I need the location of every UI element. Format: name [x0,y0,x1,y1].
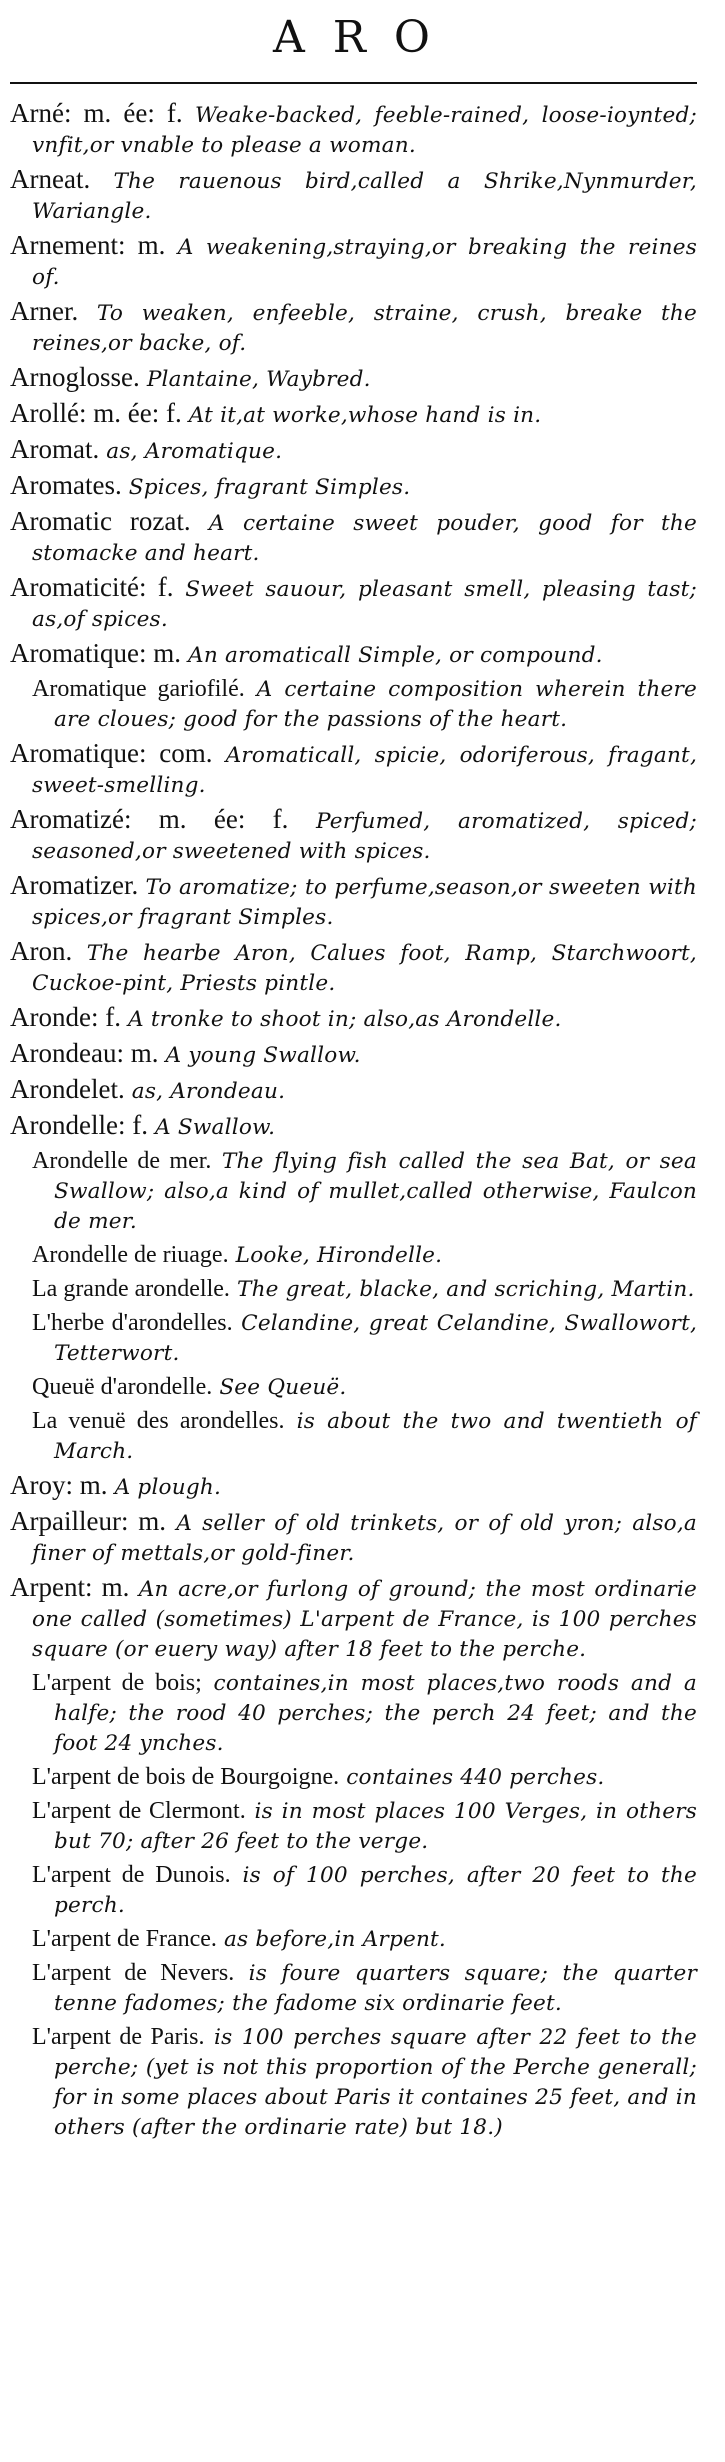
dictionary-entry [10,1110,697,1143]
headword: Aron. [10,936,73,966]
dictionary-entry [10,804,697,867]
headword: Aromatique: com. [10,738,213,768]
headword: Arneat. [10,164,91,194]
definition: Sweet sauour, pleasant smell, pleasing tast; as,of spices. [32,577,697,632]
headword: L'arpent de Clermont. [32,1798,246,1824]
headword: Aromat. [10,434,100,464]
dictionary-entry [10,1074,697,1107]
dictionary-entry [10,870,697,933]
definition: The hearbe Aron, Calues foot, Ramp, Starchwoort, Cuckoe-pint, Priests pintle. [32,941,697,996]
dictionary-entry [10,398,697,431]
sub-entry [10,1274,697,1305]
headword: Queuë d'arondelle. [32,1374,213,1400]
headword: L'arpent de Dunois. [32,1862,231,1888]
definition: See Queuë. [212,1375,347,1400]
definition: A seller of old trinkets, or of old yron; also,a finer of mettals,or gold-finer. [32,1511,697,1566]
definition: as, Arondeau. [124,1079,286,1104]
sub-entry [10,2022,697,2143]
headword: Aromatizé: m. ée: f. [10,804,289,834]
definition: The rauenous bird,called a Shrike,Nynmurder, Wariangle. [32,169,697,224]
sub-entry [10,674,697,735]
definition: Looke, Hirondelle. [228,1243,443,1268]
dictionary-entry [10,1002,697,1035]
definition: A tronke to shoot in; also,as Arondelle. [120,1007,562,1032]
definition: Aromaticall, spicie, odoriferous, fragant, sweet-smelling. [32,743,698,798]
sub-entry [10,1240,697,1271]
dictionary-entry [10,434,697,467]
headword: Arné: m. ée: f. [10,98,183,128]
dictionary-entry [10,936,697,999]
headword: L'herbe d'arondelles. [32,1310,233,1336]
definition: At it,at worke,whose hand is in. [181,403,542,428]
definition: A certaine sweet pouder, good for the stomacke and heart. [32,511,697,566]
dictionary-entry [10,1572,697,1665]
headword: L'arpent de Paris. [32,2024,205,2050]
definition: as before,in Arpent. [216,1927,446,1952]
entry-list [10,98,697,2143]
headword: Aromatic rozat. [10,506,191,536]
headword: Arnoglosse. [10,362,140,392]
sub-entry [10,1668,697,1759]
headword: L'arpent de France. [32,1926,217,1952]
headword: Aromatique: m. [10,638,181,668]
running-head: ARO [273,12,458,63]
definition: A Swallow. [147,1115,276,1140]
sub-entry [10,1308,697,1369]
definition: To weaken, enfeeble, straine, crush, breake the reines,or backe, of. [32,301,697,356]
dictionary-entry [10,164,697,227]
definition: A plough. [107,1475,222,1500]
definition: A weakening,straying,or breaking the reines of. [32,235,697,290]
dictionary-entry [10,362,697,395]
sub-entry [10,1860,697,1921]
dictionary-entry [10,296,697,359]
dictionary-entry [10,1470,697,1503]
headword: Aromatique gariofilé. [32,676,245,702]
definition: A certaine composition wherein there are cloues; good for the passions of the heart. [54,677,697,732]
dictionary-entry [10,98,697,161]
dictionary-entry [10,230,697,293]
sub-entry [10,1406,697,1467]
definition: containes 440 perches. [339,1765,605,1790]
headword: Arpailleur: m. [10,1506,167,1536]
definition: is 100 perches square after 22 feet to the perche; (yet is not this proportion of the Perche generall; for in some places about Paris it containes 25 feet, and in others (after the ordinarie rate) but 18.) [54,2025,697,2140]
definition: is in most places 100 Verges, in others but 70; after 26 feet to the verge. [54,1799,697,1854]
dictionary-entry [10,638,697,671]
sub-entry [10,1796,697,1857]
headword: Aromatizer. [10,870,139,900]
definition: Celandine, great Celandine, Swallowort, Tetterwort. [54,1311,698,1366]
definition: An aromaticall Simple, or compound. [180,643,603,668]
sub-entry [10,1372,697,1403]
dictionary-entry [10,738,697,801]
definition: A young Swallow. [158,1043,361,1068]
dictionary-entry [10,1506,697,1569]
headword: Arondelle de mer. [32,1148,212,1174]
headword: Aromaticité: f. [10,572,174,602]
definition: containes,in most places,two roods and a halfe; the rood 40 perches; the perch 24 feet; and the foot 24 ynches. [54,1671,697,1756]
definition: Spices, fragrant Simples. [121,475,411,500]
definition: An acre,or furlong of ground; the most ordinarie one called (sometimes) L'arpent de France, is 100 perches square (or euery way) after 18 feet to the perche. [32,1577,697,1662]
headword: L'arpent de bois; [32,1670,202,1696]
headword: Arondelle: f. [10,1110,148,1140]
sub-entry [10,1958,697,2019]
sub-entry [10,1924,697,1955]
headword: Arollé: m. ée: f. [10,398,182,428]
headword: Arondelle de riuage. [32,1242,229,1268]
headword: Arnement: m. [10,230,166,260]
definition: Weake-backed, feeble-rained, loose-ioynted; vnfit,or vnable to please a woman. [32,103,697,158]
definition: is about the two and twentieth of March. [54,1409,697,1464]
definition: as, Aromatique. [99,439,283,464]
headword: Arner. [10,296,79,326]
headword: Aronde: f. [10,1002,121,1032]
definition: Perfumed, aromatized, spiced; seasoned,or sweetened with spices. [32,809,697,864]
headword: La grande arondelle. [32,1276,230,1302]
dictionary-entry [10,572,697,635]
sub-entry [10,1762,697,1793]
sub-entry [10,1146,697,1237]
headword: Arpent: m. [10,1572,130,1602]
headword: Aroy: m. [10,1470,108,1500]
headword: Aromates. [10,470,122,500]
header-rule [10,82,697,84]
definition: is of 100 perches, after 20 feet to the perch. [54,1863,697,1918]
definition: Plantaine, Waybred. [139,367,371,392]
headword: Arondelet. [10,1074,125,1104]
headword: L'arpent de Nevers. [32,1960,235,1986]
definition: The flying fish called the sea Bat, or sea Swallow; also,a kind of mullet,called otherwise, Faulcon de mer. [54,1149,697,1234]
definition: To aromatize; to perfume,season,or sweeten with spices,or fragrant Simples. [32,875,697,930]
definition: is foure quarters square; the quarter tenne fadomes; the fadome six ordinarie feet. [54,1961,697,2016]
headword: La venuë des arondelles. [32,1408,285,1434]
dictionary-entry [10,506,697,569]
headword: Arondeau: m. [10,1038,159,1068]
definition: The great, blacke, and scriching, Martin. [229,1277,695,1302]
headword: L'arpent de bois de Bourgoigne. [32,1764,340,1790]
dictionary-entry [10,470,697,503]
dictionary-entry [10,1038,697,1071]
